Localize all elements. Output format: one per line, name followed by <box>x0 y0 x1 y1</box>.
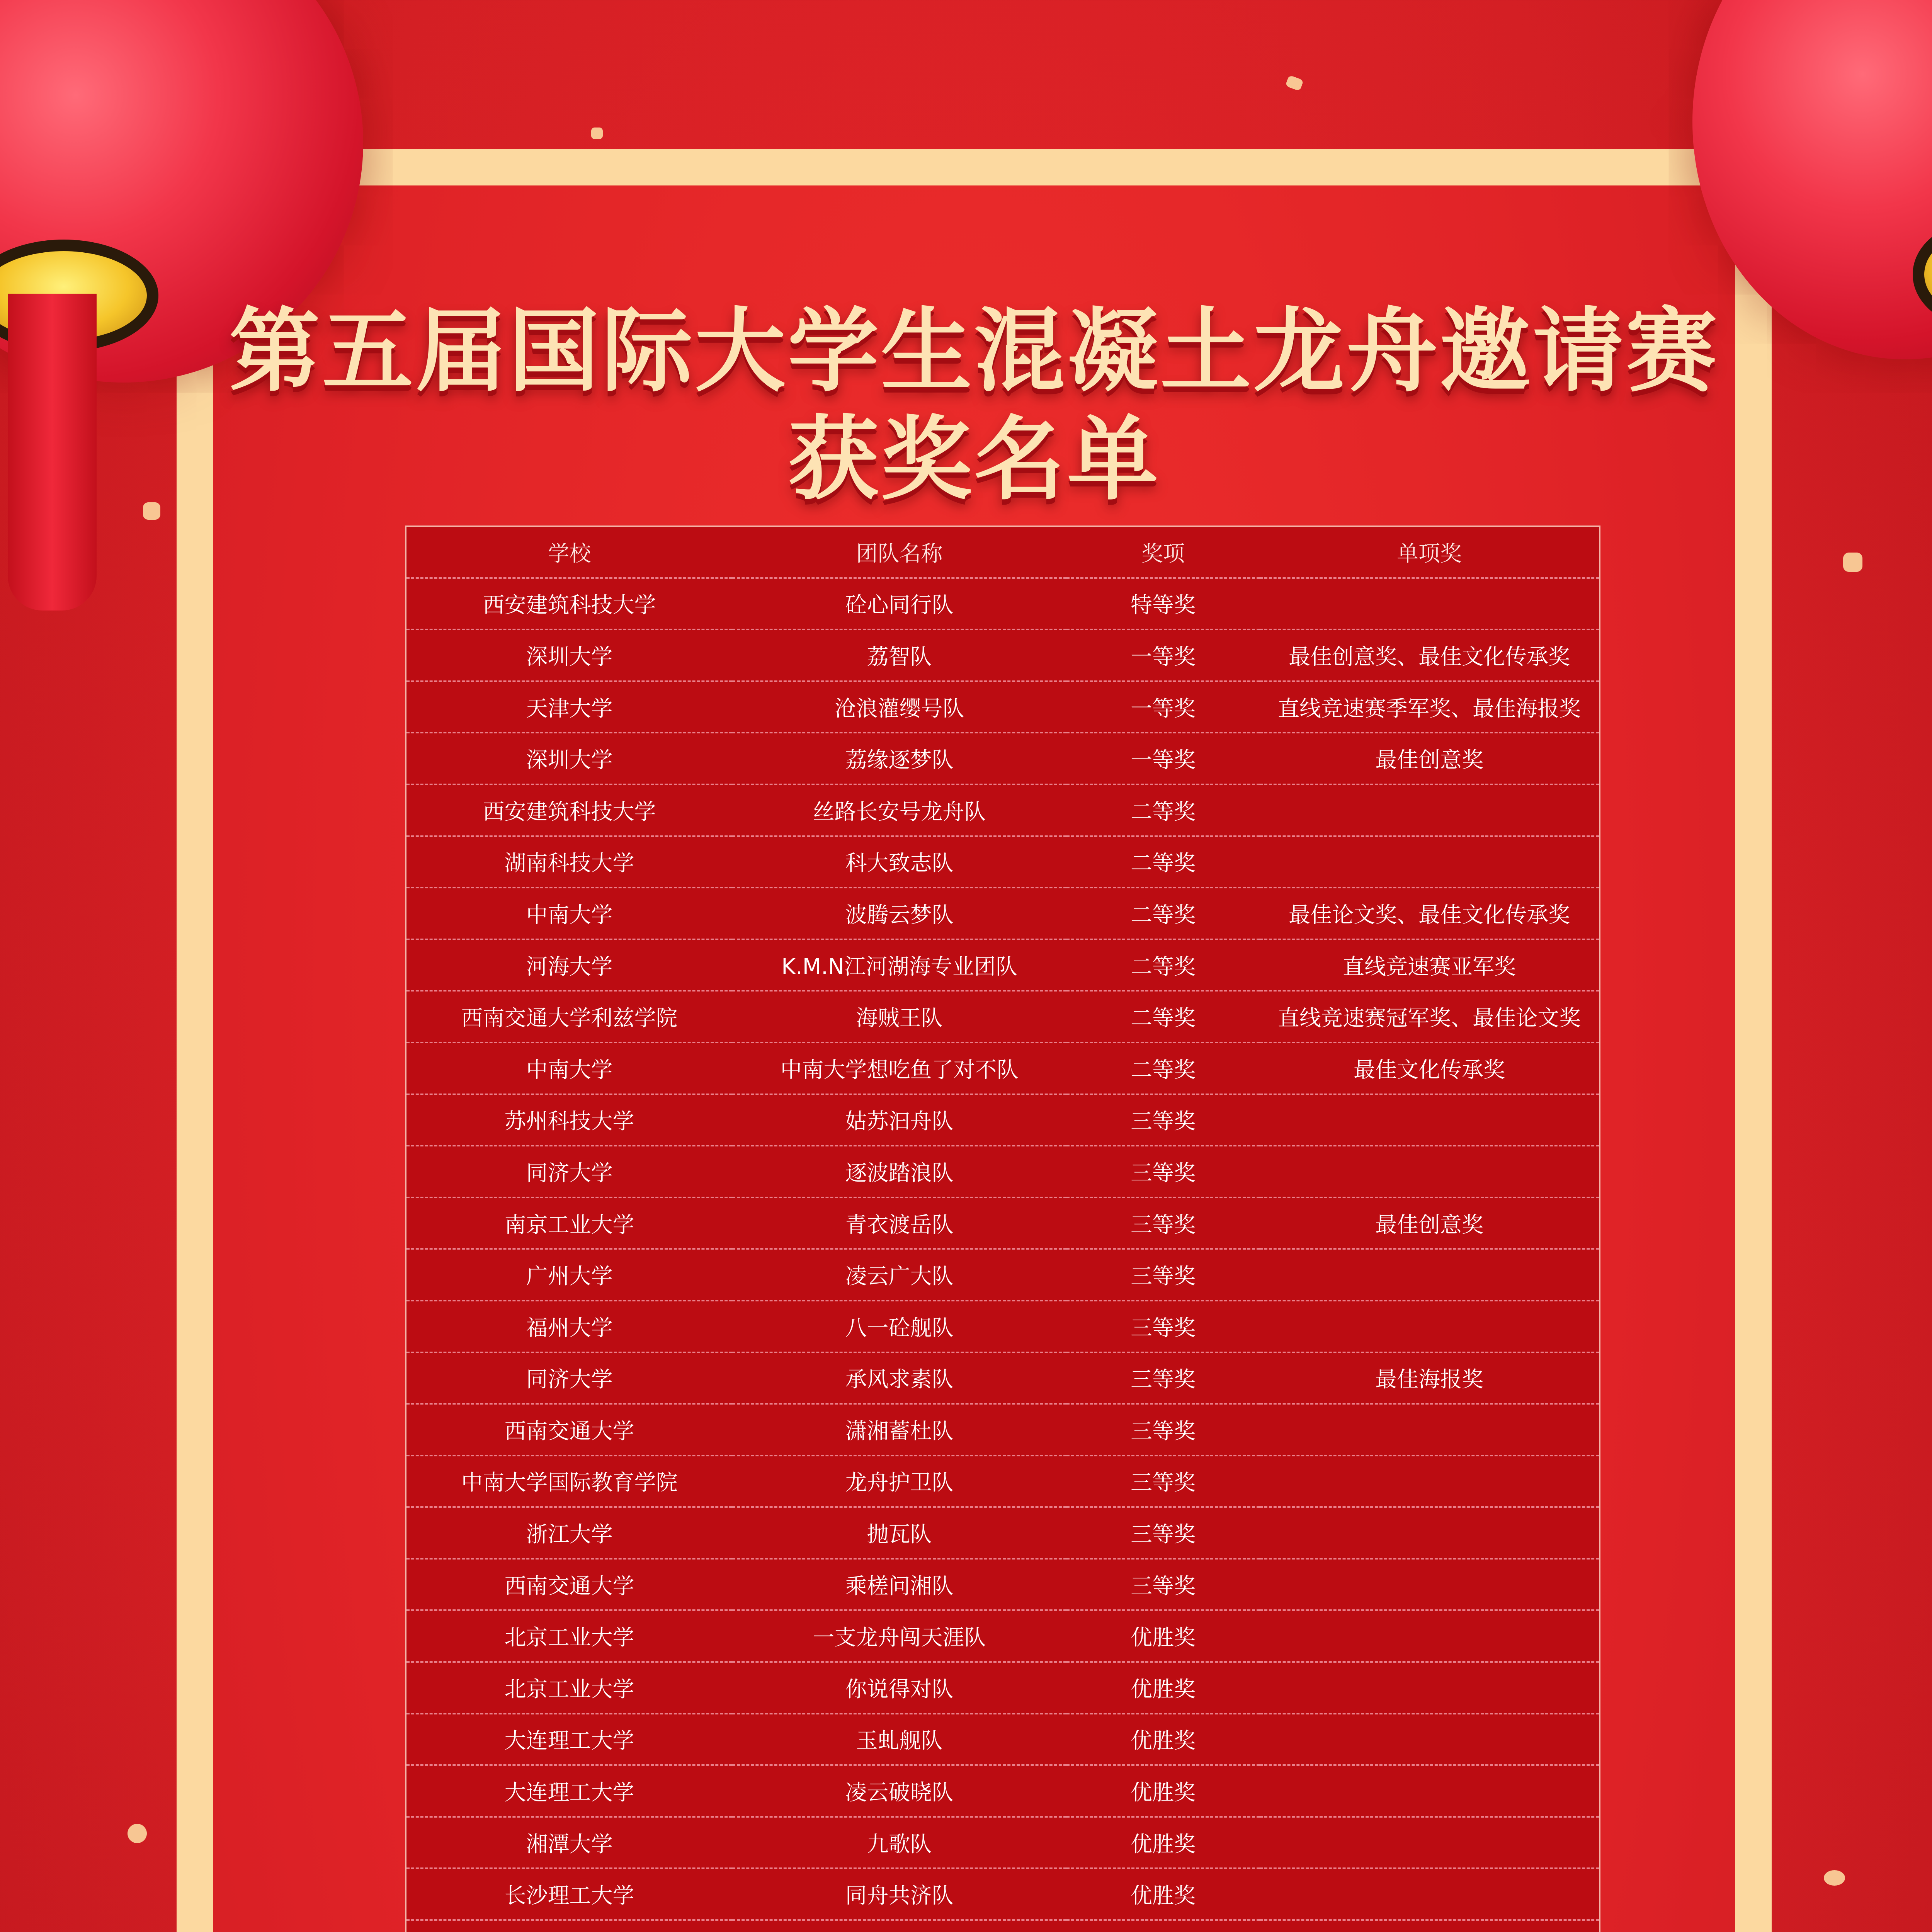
cell-special-award <box>1260 1301 1600 1352</box>
cell-special-award: 最佳创意奖 <box>1260 733 1600 784</box>
cell-team: 逐波踏浪队 <box>732 1146 1066 1197</box>
page-subtitle: 获奖名单 <box>788 407 1160 512</box>
cell-award: 三等奖 <box>1066 1559 1260 1611</box>
cell-special-award <box>1260 1507 1600 1559</box>
cell-school: 福州大学 <box>406 1301 732 1352</box>
awards-table <box>405 526 1600 1932</box>
cell-team: 九歌队 <box>732 1817 1066 1869</box>
cell-school: 天津大学 <box>406 681 732 733</box>
cell-team: 沧浪灌缨号队 <box>732 681 1066 733</box>
cell-special-award: 直线竞速赛季军奖、最佳海报奖 <box>1260 681 1600 733</box>
cell-team: 波腾云梦队 <box>732 888 1066 939</box>
table-row <box>406 1456 1600 1507</box>
cell-special-award: 最佳论文奖、最佳文化传承奖 <box>1260 888 1600 939</box>
table-row <box>406 1714 1600 1765</box>
cell-team: 龙舟护卫队 <box>732 1456 1066 1507</box>
cell-team: 荔缘逐梦队 <box>732 733 1066 784</box>
cell-school: 大连理工大学 <box>406 1765 732 1817</box>
cell-team: 承风求素队 <box>732 1352 1066 1404</box>
cell-school: 中南大学国际教育学院 <box>406 1456 732 1507</box>
cell-special-award <box>1260 836 1600 888</box>
header-school: 学校 <box>406 526 732 578</box>
cell-award: 二等奖 <box>1066 939 1260 991</box>
table-row <box>406 1662 1600 1714</box>
cell-school: 中南大学 <box>406 1043 732 1094</box>
table-row <box>406 1301 1600 1352</box>
table-row <box>406 1352 1600 1404</box>
cell-team: 凌云破晓队 <box>732 1765 1066 1817</box>
cell-team: 你说得对队 <box>732 1662 1066 1714</box>
cell-special-award <box>1260 1249 1600 1301</box>
cell-award: 优胜奖 <box>1066 1610 1260 1662</box>
cell-award: 三等奖 <box>1066 1094 1260 1146</box>
cell-award: 三等奖 <box>1066 1404 1260 1456</box>
table-row <box>406 1507 1600 1559</box>
table-row <box>406 1146 1600 1197</box>
cell-team: 乘槎问湘队 <box>732 1559 1066 1611</box>
cell-award: 优胜奖 <box>1066 1765 1260 1817</box>
table-row <box>406 939 1600 991</box>
cell-special-award <box>1260 1817 1600 1869</box>
cell-special-award <box>1260 1765 1600 1817</box>
cell-award: 优胜奖 <box>1066 1714 1260 1765</box>
cell-team: 凌云广大队 <box>732 1249 1066 1301</box>
cell-award: 三等奖 <box>1066 1456 1260 1507</box>
table-row <box>406 888 1600 939</box>
table-row <box>406 1920 1600 1932</box>
cell-school: 南京工业大学 <box>406 1197 732 1249</box>
cell-school: 西安建筑科技大学 <box>406 784 732 836</box>
table-row <box>406 1765 1600 1817</box>
cell-award: 三等奖 <box>1066 1146 1260 1197</box>
table-row <box>406 733 1600 784</box>
cell-special-award: 直线竞速赛亚军奖 <box>1260 939 1600 991</box>
cell-special-award <box>1260 1714 1600 1765</box>
cell-school: 北京工业大学 <box>406 1610 732 1662</box>
cell-award: 优胜奖 <box>1066 1817 1260 1869</box>
cell-school: 河海大学 <box>406 939 732 991</box>
cell-award: 三等奖 <box>1066 1249 1260 1301</box>
cell-award: 二等奖 <box>1066 836 1260 888</box>
header-award: 奖项 <box>1066 526 1260 578</box>
table-row <box>406 1094 1600 1146</box>
table-row <box>406 1197 1600 1249</box>
cell-special-award: 最佳创意奖 <box>1260 1197 1600 1249</box>
table-row <box>406 1817 1600 1869</box>
cell-special-award: 最佳创意奖、最佳文化传承奖 <box>1260 629 1600 681</box>
header-special-award: 单项奖 <box>1260 526 1600 578</box>
cell-award: 三等奖 <box>1066 1301 1260 1352</box>
cell-school <box>406 1920 732 1932</box>
cell-award: 三等奖 <box>1066 1352 1260 1404</box>
cell-school: 湘潭大学 <box>406 1817 732 1869</box>
cell-team: 潇湘蓄杜队 <box>732 1404 1066 1456</box>
table-row <box>406 1559 1600 1611</box>
cell-special-award <box>1260 1146 1600 1197</box>
cell-award <box>1066 1920 1260 1932</box>
cell-school: 广州大学 <box>406 1249 732 1301</box>
cell-school: 西南交通大学 <box>406 1559 732 1611</box>
cell-special-award <box>1260 1868 1600 1920</box>
cell-school: 同济大学 <box>406 1352 732 1404</box>
cell-school: 西安建筑科技大学 <box>406 578 732 630</box>
cell-team <box>732 1920 1066 1932</box>
cell-special-award: 最佳文化传承奖 <box>1260 1043 1600 1094</box>
table-row <box>406 1249 1600 1301</box>
cell-special-award <box>1260 1456 1600 1507</box>
cell-school: 同济大学 <box>406 1146 732 1197</box>
table-row <box>406 1868 1600 1920</box>
cell-award: 一等奖 <box>1066 733 1260 784</box>
cell-special-award <box>1260 1610 1600 1662</box>
cell-team: 丝路长安号龙舟队 <box>732 784 1066 836</box>
cell-school: 浙江大学 <box>406 1507 732 1559</box>
cell-special-award <box>1260 578 1600 630</box>
cell-award: 一等奖 <box>1066 681 1260 733</box>
cell-team: 同舟共济队 <box>732 1868 1066 1920</box>
cell-team: 荔智队 <box>732 629 1066 681</box>
table-row <box>406 1610 1600 1662</box>
cell-award: 三等奖 <box>1066 1507 1260 1559</box>
table-row <box>406 1404 1600 1456</box>
cell-school: 湖南科技大学 <box>406 836 732 888</box>
cell-special-award: 最佳海报奖 <box>1260 1352 1600 1404</box>
table-row <box>406 578 1600 630</box>
cell-school: 深圳大学 <box>406 733 732 784</box>
cell-team: 海贼王队 <box>732 991 1066 1043</box>
cell-team: 中南大学想吃鱼了对不队 <box>732 1043 1066 1094</box>
table-row <box>406 1043 1600 1094</box>
page-title: 第五届国际大学生混凝土龙舟邀请赛 <box>229 299 1719 404</box>
cell-award: 一等奖 <box>1066 629 1260 681</box>
cell-award: 二等奖 <box>1066 1043 1260 1094</box>
cell-team: 砼心同行队 <box>732 578 1066 630</box>
cell-school: 北京工业大学 <box>406 1662 732 1714</box>
table-row <box>406 836 1600 888</box>
cell-school: 长沙理工大学 <box>406 1868 732 1920</box>
cell-award: 二等奖 <box>1066 888 1260 939</box>
cell-school: 大连理工大学 <box>406 1714 732 1765</box>
cell-award: 三等奖 <box>1066 1197 1260 1249</box>
cell-team: 一支龙舟闯天涯队 <box>732 1610 1066 1662</box>
cell-school: 深圳大学 <box>406 629 732 681</box>
cell-school: 西南交通大学 <box>406 1404 732 1456</box>
cell-special-award <box>1260 1559 1600 1611</box>
cell-award: 二等奖 <box>1066 991 1260 1043</box>
cell-special-award <box>1260 1094 1600 1146</box>
cell-special-award <box>1260 1662 1600 1714</box>
cell-award: 优胜奖 <box>1066 1662 1260 1714</box>
cell-special-award <box>1260 784 1600 836</box>
cell-team: 玉虬舰队 <box>732 1714 1066 1765</box>
cell-team: 青衣渡岳队 <box>732 1197 1066 1249</box>
cell-team: 姑苏汩舟队 <box>732 1094 1066 1146</box>
header-team: 团队名称 <box>732 526 1066 578</box>
cell-team: 抛瓦队 <box>732 1507 1066 1559</box>
cell-special-award <box>1260 1920 1600 1932</box>
cell-award: 优胜奖 <box>1066 1868 1260 1920</box>
cell-award: 特等奖 <box>1066 578 1260 630</box>
cell-special-award: 直线竞速赛冠军奖、最佳论文奖 <box>1260 991 1600 1043</box>
cell-team: 八一砼舰队 <box>732 1301 1066 1352</box>
table-header-row <box>406 526 1600 578</box>
table-row <box>406 629 1600 681</box>
table-body <box>406 578 1600 1932</box>
cell-school: 苏州科技大学 <box>406 1094 732 1146</box>
cell-team: 科大致志队 <box>732 836 1066 888</box>
cell-school: 中南大学 <box>406 888 732 939</box>
cell-award: 二等奖 <box>1066 784 1260 836</box>
table-row <box>406 681 1600 733</box>
table-row <box>406 991 1600 1043</box>
cell-school: 西南交通大学利兹学院 <box>406 991 732 1043</box>
table-row <box>406 784 1600 836</box>
cell-special-award <box>1260 1404 1600 1456</box>
cell-team: K.M.N江河湖海专业团队 <box>732 939 1066 991</box>
